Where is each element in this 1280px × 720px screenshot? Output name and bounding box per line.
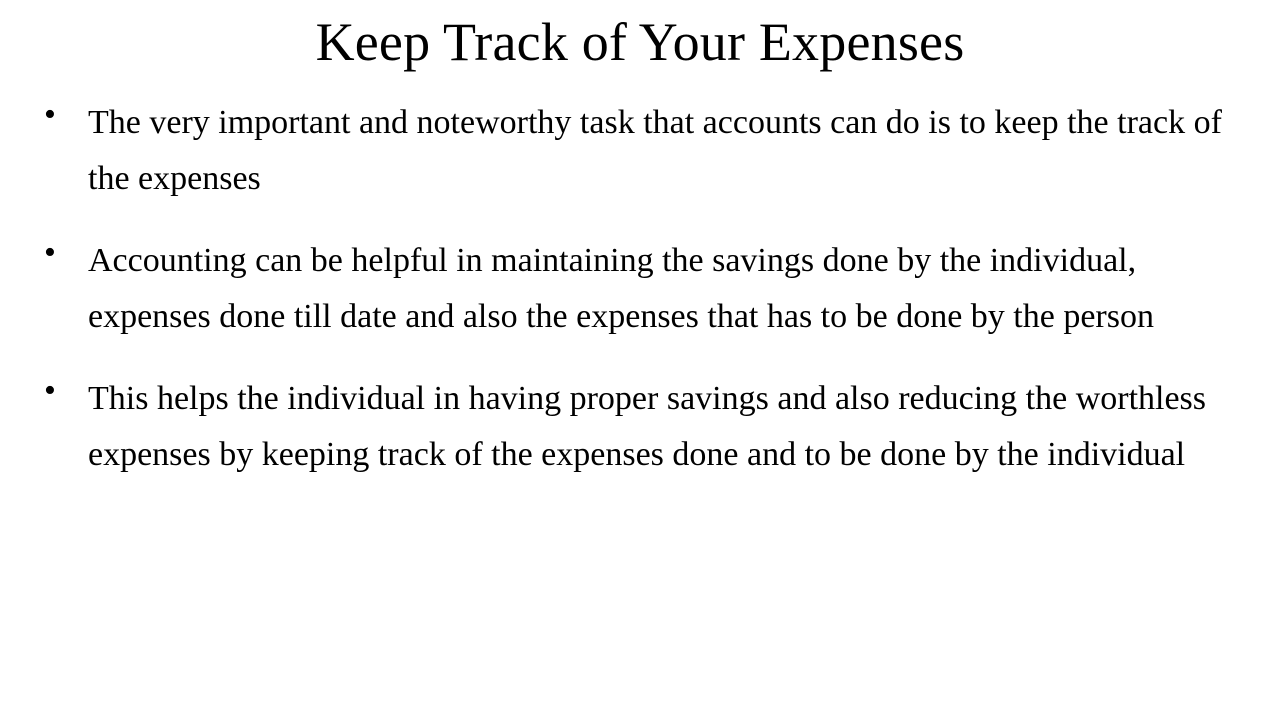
bullet-list <box>0 95 1280 484</box>
list-item <box>0 371 1280 483</box>
list-item <box>0 95 1280 207</box>
bullet-point-icon: • <box>44 95 56 133</box>
list-item-text: This helps the individual in having proper savings and also reducing the worthless expenses by keeping track of the expenses done and to be done by the individual <box>88 380 1207 474</box>
list-item-text: Accounting can be helpful in maintaining the savings done by the individual, expenses done till date and also the expenses that has to be done by the person <box>88 241 1154 335</box>
bullet-point-icon: • <box>44 372 56 410</box>
list-item <box>0 233 1280 345</box>
page-title: Keep Track of Your Expenses <box>315 12 965 72</box>
bullet-point-icon: • <box>44 233 56 271</box>
list-item-text: The very important and noteworthy task that accounts can do is to keep the track of the expenses <box>88 103 1222 197</box>
